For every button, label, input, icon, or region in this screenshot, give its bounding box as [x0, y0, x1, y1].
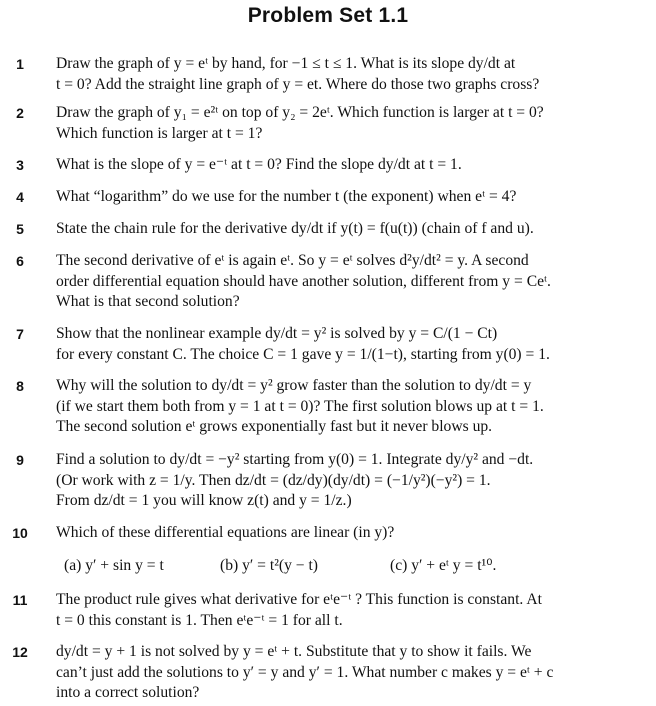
page-title: Problem Set 1.1: [247, 4, 409, 27]
problem-text: [56, 103, 644, 144]
problem-number: 4: [16, 189, 24, 205]
problem-text: [56, 642, 644, 704]
problem-line: Why will the solution to dy/dt = y² grow faster than the solution to dy/dt = y: [56, 377, 532, 394]
problem-line: State the chain rule for the derivative dy/dt if y(t) = f(u(t)) (chain of f and u).: [56, 220, 534, 237]
problem-text: [56, 324, 644, 365]
problem-line: order differential equation should have another solution, different from y = Ceᵗ.: [56, 272, 551, 290]
problem-line: can’t just add the solutions to y′ = y and y′ = 1. What number c makes y = eᵗ + c: [56, 663, 554, 681]
problem-line: Draw the graph of y₁ = e²ᵗ on top of y₂ = 2eᵗ. Which function is larger at t = 0?: [56, 104, 544, 121]
problem-line: Show that the nonlinear example dy/dt = y² is solved by y = C/(1 − Ct): [56, 325, 498, 342]
problem-number: 7: [16, 326, 24, 342]
problem-text: [56, 590, 644, 631]
problem-text: [56, 187, 644, 208]
problem-number: 9: [16, 452, 24, 468]
problem-text: [56, 523, 644, 544]
problem-number: 11: [12, 592, 28, 608]
problem-line: Find a solution to dy/dt = −y² starting from y(0) = 1. Integrate dy/y² and −dt.: [56, 451, 534, 468]
problem-text: [56, 54, 644, 95]
problem-number: 3: [16, 157, 24, 173]
problem-line: Which of these differential equations are linear (in y)?: [56, 524, 395, 541]
problem-line: t = 0? Add the straight line graph of y = et. Where do those two graphs cross?: [56, 75, 540, 93]
problem-text: [56, 450, 644, 512]
problem-number: 5: [16, 221, 24, 237]
problem-line: The product rule gives what derivative for eᵗe⁻ᵗ ? This function is constant. At: [56, 591, 542, 608]
problem-text: [56, 219, 644, 240]
problem-line: The second derivative of eᵗ is again eᵗ. So y = eᵗ solves d²y/dt² = y. A second: [56, 252, 529, 269]
problem-number: 1: [16, 56, 24, 72]
problem-text: [56, 251, 644, 313]
problem-number: 2: [16, 105, 24, 121]
problem-line: (if we start them both from y = 1 at t = 0)? The first solution blows up at t = 1.: [56, 397, 544, 415]
option-b: (b) y′ = t²(y − t): [220, 557, 318, 574]
problem-number: 12: [12, 644, 28, 660]
problem-line: What is the slope of y = e⁻ᵗ at t = 0? Find the slope dy/dt at t = 1.: [56, 156, 462, 173]
option-c: (c) y′ + eᵗ y = t¹⁰.: [390, 557, 497, 574]
problem-line: t = 0 this constant is 1. Then eᵗe⁻ᵗ = 1 for all t.: [56, 611, 343, 629]
problem-number: 10: [12, 525, 28, 541]
problem-line: into a correct solution?: [56, 684, 200, 701]
problem-line: Which function is larger at t = 1?: [56, 124, 263, 142]
problem-line: What is that second solution?: [56, 293, 240, 310]
problem-line: dy/dt = y + 1 is not solved by y = eᵗ + t. Substitute that y to show it fails. We: [56, 643, 532, 660]
problem-line: The second solution eᵗ grows exponentially fast but it never blows up.: [56, 418, 493, 435]
problem-number: 6: [16, 253, 24, 269]
problem-line: Draw the graph of y = eᵗ by hand, for −1 ≤ t ≤ 1. What is its slope dy/dt at: [56, 55, 516, 72]
problem-line: From dz/dt = 1 you will know z(t) and y = 1/z.): [56, 492, 352, 509]
problem-line: for every constant C. The choice C = 1 gave y = 1/(1−t), starting from y(0) = 1.: [56, 345, 550, 363]
problem-line: What “logarithm” do we use for the number t (the exponent) when eᵗ = 4?: [56, 188, 517, 205]
problem-number: 8: [16, 378, 24, 394]
option-a: (a) y′ + sin y = t: [64, 557, 164, 574]
problem-text: [56, 155, 644, 176]
problem-text: [56, 376, 644, 438]
problem-line: (Or work with z = 1/y. Then dz/dt = (dz/dy)(dy/dt) = (−1/y²)(−y²) = 1.: [56, 471, 491, 489]
